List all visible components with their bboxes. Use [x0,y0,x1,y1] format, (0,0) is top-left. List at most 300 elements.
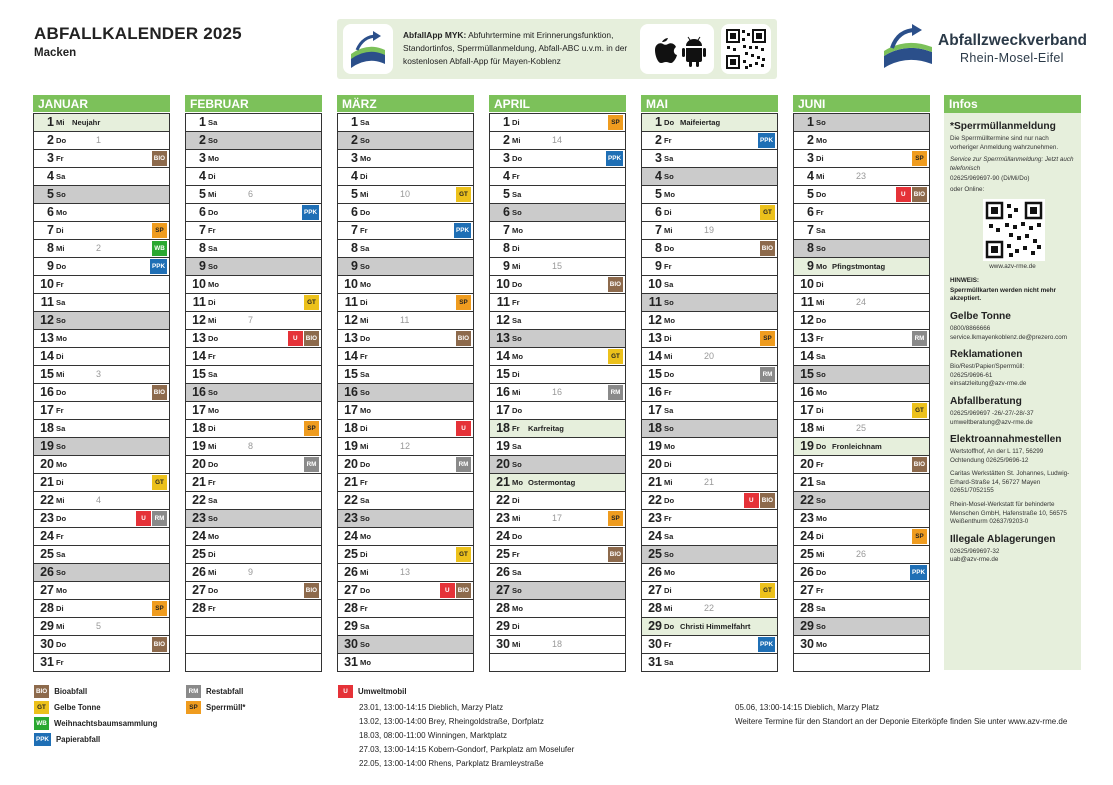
app-description [403,29,637,68]
day-row [490,509,625,527]
day-row [642,563,777,581]
day-number: 11 [648,295,662,309]
day-number: 13 [344,331,358,345]
sperrmuell-phone: 02625/969697-90 (Di/Mi/Do) [950,175,1030,183]
day-number: 26 [800,565,814,579]
day-number: 14 [192,349,206,363]
weekday: Sa [816,478,826,487]
weekday: Di [512,496,520,505]
day-number: 12 [40,313,54,327]
day-number: 10 [800,277,814,291]
info-panel [944,95,1081,670]
umweltmobil-date: 23.01, 13:00-14:15 Dieblich, Marzy Platz [359,703,504,712]
day-number: 24 [800,529,814,543]
weekday: Sa [208,496,218,505]
weekday: Di [56,604,64,613]
day-row [642,239,777,257]
weekday: Fr [664,136,672,145]
day-number: 9 [655,259,662,273]
weekday: Mi [360,442,369,451]
day-number: 23 [496,511,510,525]
day-row [338,365,473,383]
collection-badge-rm: RM [912,331,927,346]
day-row [34,653,169,671]
day-number: 14 [496,349,510,363]
weekday: Sa [816,226,826,235]
day-number: 17 [344,403,358,417]
day-row [338,185,473,203]
day-row [794,455,929,473]
weekday: Sa [512,442,522,451]
day-number: 5 [351,187,358,201]
day-number: 10 [648,277,662,291]
day-row [338,149,473,167]
weekday: Do [816,442,827,451]
day-row [642,419,777,437]
day-number: 10 [192,277,206,291]
day-number: 19 [496,439,510,453]
brand-logo-icon [880,22,940,72]
day-row [642,203,777,221]
day-row [338,545,473,563]
weekday: So [208,514,218,523]
day-row [642,167,777,185]
weekday: Do [512,406,523,415]
legend-code: BIO [34,685,49,698]
day-row [34,383,169,401]
weekday: Fr [816,460,824,469]
collection-badges [302,205,319,220]
day-number: 29 [800,619,814,633]
collection-badges [608,547,623,562]
month-header: JUNI [793,95,930,113]
day-number: 22 [800,493,814,507]
day-row [338,131,473,149]
day-row [34,401,169,419]
collection-badge-sp: SP [456,295,471,310]
day-row [642,257,777,275]
day-row [642,401,777,419]
weekday: Mo [512,478,523,487]
day-row [338,203,473,221]
day-number: 7 [47,223,54,237]
collection-badge-rm: RM [304,457,319,472]
collection-badge-bio: BIO [912,187,927,202]
weekday: Fr [816,334,824,343]
holiday-label: Maifeiertag [680,118,721,127]
day-number: 26 [192,565,206,579]
weekday: Di [512,370,520,379]
day-row [34,167,169,185]
day-row [34,455,169,473]
day-number: 24 [40,529,54,543]
collection-badge-gt: GT [456,187,471,202]
day-number: 13 [648,331,662,345]
day-number: 13 [800,331,814,345]
weekday: So [360,514,370,523]
day-number: 21 [648,475,662,489]
day-row [338,635,473,653]
day-row [186,545,321,563]
day-number: 6 [47,205,54,219]
day-number: 27 [800,583,814,597]
weekday: So [816,496,826,505]
day-number: 19 [344,439,358,453]
day-row [338,401,473,419]
sperrmuell-service: Service zur Sperrmüllanmeldung: Jetzt auch telefonisch [950,156,1074,172]
day-number: 8 [655,241,662,255]
illegale-ablagerungen-mail[interactable]: uab@azv-rme.de [950,556,999,564]
weekday: Do [664,370,675,379]
collection-badges [760,583,775,598]
weekday: Mo [816,514,827,523]
calendar-week: 18 [552,639,563,649]
weekday: Sa [816,604,826,613]
legend-label: Umweltmobil [358,687,407,696]
weekday: Do [208,586,219,595]
weekday: Di [816,406,824,415]
legend-wb [34,717,157,730]
collection-badges [304,457,319,472]
weekday: Di [816,154,824,163]
umweltmobil-date: 27.03, 13:00-14:15 Kobern-Gondorf, Parkplatz am Moselufer [359,745,575,754]
day-row [34,635,169,653]
day-row [642,311,777,329]
day-row [794,293,929,311]
collection-badges [608,385,623,400]
day-number: 4 [351,169,358,183]
day-number: 11 [800,295,814,309]
weekday: Do [56,388,67,397]
weekday: So [664,424,674,433]
weekday: Do [56,136,67,145]
day-row [34,347,169,365]
day-number: 6 [351,205,358,219]
weekday: Di [512,244,520,253]
month-april [489,95,626,672]
weekday: Mo [816,262,827,271]
day-row [794,131,929,149]
day-row [186,599,321,617]
weekday: Mi [208,568,217,577]
day-row-empty [794,653,929,671]
collection-badges [758,637,775,652]
sperrmuell-title: *Sperrmüllanmeldung [950,121,1056,132]
day-row [490,527,625,545]
collection-badge-bio: BIO [304,331,319,346]
calendar-week: 14 [552,135,563,145]
day-row [186,113,321,131]
collection-badge-sp: SP [608,511,623,526]
reklamationen-title: Reklamationen [950,349,1023,361]
weekday: Mo [208,406,219,415]
collection-badge-ppk: PPK [606,151,623,166]
day-row [186,437,321,455]
calendar-week: 4 [96,495,102,505]
day-number: 8 [47,241,54,255]
calendar-week: 3 [96,369,102,379]
weekday: Di [664,460,672,469]
day-number: 25 [496,547,510,561]
day-row [186,473,321,491]
collection-badge-rm: RM [608,385,623,400]
day-row [642,599,777,617]
weekday: Mi [56,118,65,127]
weekday: Do [816,316,827,325]
day-number: 4 [807,169,814,183]
day-number: 17 [800,403,814,417]
calendar-week: 11 [400,315,410,325]
weekday: Sa [360,118,370,127]
day-row [186,275,321,293]
weekday: Mo [208,280,219,289]
weekday: Mo [664,568,675,577]
day-row [338,473,473,491]
month-header: MAI [641,95,778,113]
weekday: Do [360,208,371,217]
day-row [794,185,929,203]
umweltmobil-date: 13.02, 13:00-14:00 Brey, Rheingoldstraße, Dorfplatz [359,717,544,726]
collection-badges [910,565,927,580]
legend-code: WB [34,717,49,730]
collection-badge-ppk: PPK [454,223,471,238]
collection-badge-sp: SP [912,529,927,544]
day-row [490,545,625,563]
calendar-week: 2 [96,243,102,253]
page-title: ABFALLKALENDER 2025 [34,24,242,43]
day-number: 9 [351,259,358,273]
weekday: Mo [56,460,67,469]
day-row [186,185,321,203]
day-number: 23 [40,511,54,525]
day-number: 3 [351,151,358,165]
legend-code: U [338,685,353,698]
day-row [338,167,473,185]
day-number: 5 [503,187,510,201]
collection-badges [608,115,623,130]
day-number: 8 [351,241,358,255]
day-row [186,455,321,473]
day-number: 12 [344,313,358,327]
day-number: 6 [199,205,206,219]
collection-badge-u: U [136,511,151,526]
day-number: 10 [496,277,510,291]
day-number: 30 [496,637,510,651]
calendar-week: 8 [248,441,254,451]
legend-code: GT [34,701,49,714]
weekday: Mi [512,388,521,397]
day-number: 19 [40,439,54,453]
month-header: FEBRUAR [185,95,322,113]
day-row [642,293,777,311]
calendar-week: 23 [856,171,867,181]
day-row [642,473,777,491]
hinweis-text: Sperrmüllkarten werden nicht mehr akzeptiert. [950,286,1057,303]
day-row [642,617,777,635]
weekday: Mo [360,280,371,289]
day-number: 22 [40,493,54,507]
day-number: 29 [344,619,358,633]
day-row [186,383,321,401]
day-row [794,581,929,599]
collection-badge-ppk: PPK [758,133,775,148]
weekday: Mo [360,406,371,415]
abfallberatung-mail[interactable]: umweltberatung@azv-rme.de [950,418,1033,426]
day-number: 28 [40,601,54,615]
day-row [34,617,169,635]
weekday: Mo [208,532,219,541]
day-number: 20 [344,457,358,471]
weekday: Di [208,550,216,559]
day-number: 18 [344,421,358,435]
weekday: Do [360,334,371,343]
collection-badge-gt: GT [912,403,927,418]
elektro-location-3: Rhein-Mosel-Werkstatt für behinderte Menschen GmbH, Hafenstraße 10, 56575 Weißenthurm 02637/9203-0 [950,501,1067,526]
day-number: 1 [351,115,358,129]
legend-label: Bioabfall [54,687,88,696]
weekday: Mi [56,370,65,379]
day-row [186,509,321,527]
weekday: Mi [816,298,825,307]
sperrmuell-url[interactable]: www.azv-rme.de [989,262,1036,270]
weekday: Di [664,334,672,343]
weekday: So [512,586,522,595]
collection-badges [304,421,319,436]
collection-badges [150,259,167,274]
legend-label: Papierabfall [55,735,101,744]
brand-region: Rhein-Mosel-Eifel [960,51,1064,65]
day-number: 8 [807,241,814,255]
elektro-location-1: Wertstoffhof, An der L 117, 56299 Ochtendung 02625/9696-12 [950,448,1044,464]
reklamationen-mail[interactable]: einsatzleitung@azv-rme.de [950,380,1027,388]
day-number: 19 [800,439,814,453]
day-row [490,455,625,473]
day-number: 13 [40,331,54,345]
day-number: 20 [800,457,814,471]
day-number: 27 [40,583,54,597]
day-number: 4 [199,169,206,183]
day-row [642,185,777,203]
day-row [490,221,625,239]
month-may [641,95,778,672]
calendar-week: 12 [400,441,411,451]
collection-badge-gt: GT [456,547,471,562]
day-row [34,203,169,221]
weekday: Fr [208,226,216,235]
collection-badge-wb: WB [152,241,167,256]
day-row [794,383,929,401]
calendar-week: 19 [704,225,715,235]
day-number: 2 [199,133,206,147]
collection-badge-u: U [744,493,759,508]
weekday: Mi [360,316,369,325]
collection-badges [912,151,927,166]
day-number: 15 [192,367,206,381]
app-store-links[interactable] [640,24,714,74]
weekday: Do [56,514,67,523]
holiday-label: Fronleichnam [832,442,882,451]
weekday: Sa [664,532,674,541]
collection-badges [608,511,623,526]
day-number: 24 [192,529,206,543]
collection-badges [456,295,471,310]
calendar-week: 22 [704,603,715,613]
weekday: Sa [208,118,218,127]
weekday: Fr [56,406,64,415]
day-number: 18 [800,421,814,435]
weekday: Fr [512,424,520,433]
weekday: Do [816,190,827,199]
day-row [642,347,777,365]
day-row [186,491,321,509]
qr-code-icon[interactable] [721,24,771,74]
weekday: Sa [664,280,674,289]
day-row [338,221,473,239]
calendar-week: 16 [552,387,563,397]
collection-badges [896,187,927,202]
collection-badge-sp: SP [912,151,927,166]
day-row [642,635,777,653]
weekday: Di [360,298,368,307]
calendar-week: 26 [856,549,867,559]
day-number: 16 [648,385,662,399]
day-number: 11 [40,295,54,309]
weekday: Do [56,262,67,271]
day-number: 3 [503,151,510,165]
day-number: 26 [648,565,662,579]
weekday: Di [208,298,216,307]
day-number: 3 [47,151,54,165]
calendar-week: 21 [704,477,715,487]
day-row [186,149,321,167]
day-number: 20 [40,457,54,471]
day-row [34,257,169,275]
collection-badge-bio: BIO [152,151,167,166]
day-number: 25 [192,547,206,561]
weekday: Do [208,460,219,469]
gelbe-tonne-mail[interactable]: service.lkmayenkoblenz.de@prezero.com [950,333,1067,341]
weekday: Di [360,550,368,559]
collection-badge-bio: BIO [608,547,623,562]
day-row [186,329,321,347]
weekday: Fr [664,388,672,397]
brand-logo [880,22,1090,72]
day-row [34,293,169,311]
legend-code: SP [186,701,201,714]
legend-sp [186,701,245,714]
weekday: Fr [208,604,216,613]
collection-badges [456,457,471,472]
day-number: 25 [648,547,662,561]
weekday: Do [208,334,219,343]
collection-badge-gt: GT [304,295,319,310]
day-row [338,581,473,599]
day-number: 22 [648,493,662,507]
collection-badge-sp: SP [152,601,167,616]
day-number: 3 [807,151,814,165]
calendar-week: 6 [248,189,254,199]
weekday: Mi [664,352,673,361]
weekday: So [816,622,826,631]
day-number: 20 [496,457,510,471]
collection-badges [608,277,623,292]
qr-code-icon[interactable] [983,199,1045,261]
weekday: Mo [360,532,371,541]
collection-badge-ppk: PPK [910,565,927,580]
day-number: 22 [496,493,510,507]
day-row [642,329,777,347]
day-row [490,635,625,653]
